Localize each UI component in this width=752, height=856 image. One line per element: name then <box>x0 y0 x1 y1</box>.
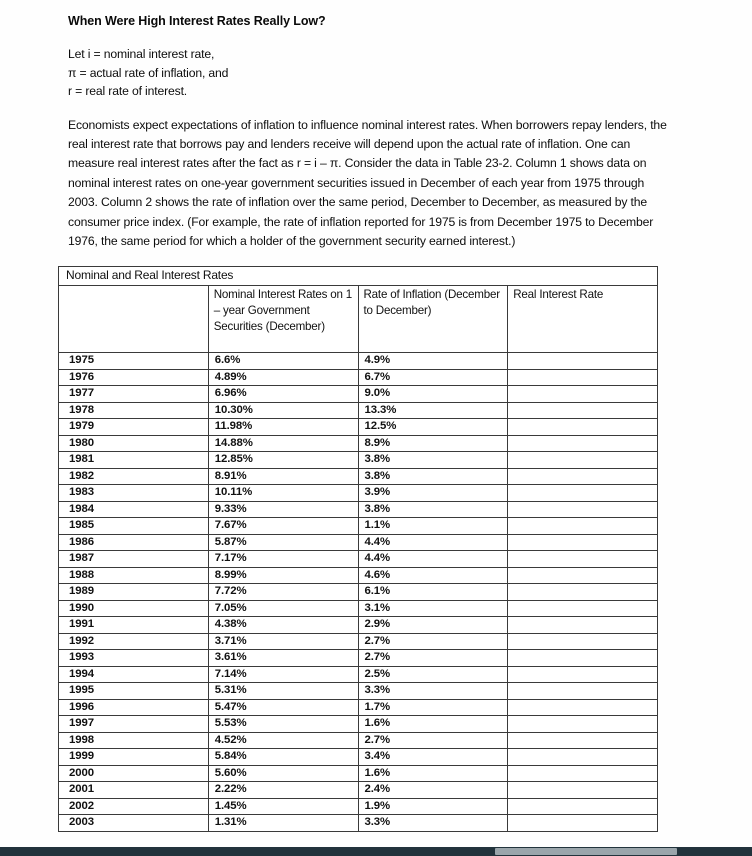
cell-nominal-rate: 5.84% <box>208 749 358 766</box>
table-row <box>59 765 658 782</box>
cell-inflation-rate: 3.3% <box>358 815 508 832</box>
table-row <box>59 633 658 650</box>
cell-year: 1998 <box>59 732 209 749</box>
cell-inflation-rate: 1.9% <box>358 798 508 815</box>
cell-year: 1997 <box>59 716 209 733</box>
cell-nominal-rate: 12.85% <box>208 452 358 469</box>
table-caption: Nominal and Real Interest Rates <box>59 267 658 286</box>
cell-nominal-rate: 4.52% <box>208 732 358 749</box>
table-row <box>59 567 658 584</box>
table-row <box>59 435 658 452</box>
table-row <box>59 369 658 386</box>
cell-inflation-rate: 3.8% <box>358 501 508 518</box>
table-row <box>59 402 658 419</box>
cell-real-rate <box>508 600 658 617</box>
cell-nominal-rate: 3.61% <box>208 650 358 667</box>
cell-nominal-rate: 3.71% <box>208 633 358 650</box>
cell-real-rate <box>508 633 658 650</box>
cell-inflation-rate: 2.9% <box>358 617 508 634</box>
cell-nominal-rate: 9.33% <box>208 501 358 518</box>
cell-real-rate <box>508 798 658 815</box>
table-row <box>59 485 658 502</box>
cell-year: 1985 <box>59 518 209 535</box>
table-body <box>59 267 658 832</box>
column-header-real-rate: Real Interest Rate <box>508 286 658 353</box>
cell-real-rate <box>508 419 658 436</box>
cell-year: 1986 <box>59 534 209 551</box>
table-row <box>59 716 658 733</box>
cell-inflation-rate: 6.7% <box>358 369 508 386</box>
cell-real-rate <box>508 567 658 584</box>
cell-nominal-rate: 14.88% <box>208 435 358 452</box>
cell-year: 1976 <box>59 369 209 386</box>
cell-nominal-rate: 1.31% <box>208 815 358 832</box>
cell-real-rate <box>508 353 658 370</box>
cell-inflation-rate: 1.6% <box>358 765 508 782</box>
cell-real-rate <box>508 666 658 683</box>
cell-nominal-rate: 1.45% <box>208 798 358 815</box>
definition-line-r: r = real rate of interest. <box>68 84 188 98</box>
cell-real-rate <box>508 716 658 733</box>
table-row <box>59 617 658 634</box>
cell-real-rate <box>508 815 658 832</box>
cell-nominal-rate: 10.11% <box>208 485 358 502</box>
cell-year: 1996 <box>59 699 209 716</box>
cell-inflation-rate: 1.7% <box>358 699 508 716</box>
column-header-inflation-rate: Rate of Inflation (December to December) <box>358 286 508 353</box>
cell-inflation-rate: 8.9% <box>358 435 508 452</box>
cell-real-rate <box>508 650 658 667</box>
definition-line-i: Let i = nominal interest rate, <box>68 47 215 61</box>
cell-inflation-rate: 1.6% <box>358 716 508 733</box>
cell-nominal-rate: 5.31% <box>208 683 358 700</box>
table-row <box>59 386 658 403</box>
cell-year: 2001 <box>59 782 209 799</box>
cell-inflation-rate: 4.6% <box>358 567 508 584</box>
cell-inflation-rate: 2.5% <box>358 666 508 683</box>
cell-nominal-rate: 10.30% <box>208 402 358 419</box>
cell-inflation-rate: 6.1% <box>358 584 508 601</box>
cell-inflation-rate: 3.1% <box>358 600 508 617</box>
body-paragraph: Economists expect expectations of inflation to influence nominal interest rates. When borrowers repay lenders, the real interest rate that borrows pay and lenders receive will depend upon the actual rate of inflation. One can measure real interest rates after the fact as r = i – π. Consider the data in Table 23-2. Column 1 shows data on nominal interest rates on one-year government securities issued in December of each year from 1975 through 2003. Column 2 shows the rate of inflation over the same period, December to December, as measured by the consumer price index. (For example, the rate of inflation reported for 1975 is from December 1975 to December 1976, the same period for which a holder of the government security earned interest.) <box>68 117 667 248</box>
cell-inflation-rate: 13.3% <box>358 402 508 419</box>
cell-nominal-rate: 5.87% <box>208 534 358 551</box>
cell-nominal-rate: 8.91% <box>208 468 358 485</box>
cell-inflation-rate: 12.5% <box>358 419 508 436</box>
cell-year: 1993 <box>59 650 209 667</box>
cell-nominal-rate: 5.53% <box>208 716 358 733</box>
cell-real-rate <box>508 402 658 419</box>
table-row <box>59 683 658 700</box>
cell-real-rate <box>508 468 658 485</box>
interest-rates-table <box>58 266 658 832</box>
table-row <box>59 501 658 518</box>
table-row <box>59 551 658 568</box>
table-row <box>59 452 658 469</box>
cell-nominal-rate: 2.22% <box>208 782 358 799</box>
cell-real-rate <box>508 782 658 799</box>
cell-year: 2000 <box>59 765 209 782</box>
table-row <box>59 666 658 683</box>
cell-year: 1979 <box>59 419 209 436</box>
table-row <box>59 468 658 485</box>
cell-inflation-rate: 4.4% <box>358 551 508 568</box>
cell-nominal-rate: 4.38% <box>208 617 358 634</box>
cell-year: 1989 <box>59 584 209 601</box>
cell-real-rate <box>508 749 658 766</box>
cell-real-rate <box>508 551 658 568</box>
cell-real-rate <box>508 386 658 403</box>
cell-year: 1982 <box>59 468 209 485</box>
table-row <box>59 534 658 551</box>
cell-year: 1999 <box>59 749 209 766</box>
cell-nominal-rate: 5.47% <box>208 699 358 716</box>
cell-real-rate <box>508 369 658 386</box>
cell-real-rate <box>508 452 658 469</box>
cell-real-rate <box>508 435 658 452</box>
cell-year: 1984 <box>59 501 209 518</box>
cell-real-rate <box>508 683 658 700</box>
cell-real-rate <box>508 765 658 782</box>
cell-year: 1983 <box>59 485 209 502</box>
cell-real-rate <box>508 699 658 716</box>
cell-year: 1991 <box>59 617 209 634</box>
page-title: When Were High Interest Rates Really Low? <box>68 14 326 28</box>
cell-year: 1987 <box>59 551 209 568</box>
cell-nominal-rate: 8.99% <box>208 567 358 584</box>
cell-inflation-rate: 2.7% <box>358 633 508 650</box>
cell-inflation-rate: 3.8% <box>358 452 508 469</box>
column-header-nominal-rate: Nominal Interest Rates on 1 – year Government Securities (December) <box>208 286 358 353</box>
cell-nominal-rate: 7.05% <box>208 600 358 617</box>
table-row <box>59 584 658 601</box>
cell-nominal-rate: 6.96% <box>208 386 358 403</box>
cell-nominal-rate: 7.17% <box>208 551 358 568</box>
table-row <box>59 419 658 436</box>
cell-year: 1988 <box>59 567 209 584</box>
cell-real-rate <box>508 485 658 502</box>
cell-year: 1992 <box>59 633 209 650</box>
cell-inflation-rate: 4.4% <box>358 534 508 551</box>
cell-real-rate <box>508 534 658 551</box>
cell-nominal-rate: 7.14% <box>208 666 358 683</box>
table-row <box>59 798 658 815</box>
cell-year: 1994 <box>59 666 209 683</box>
cell-real-rate <box>508 518 658 535</box>
table-row <box>59 699 658 716</box>
cell-inflation-rate: 3.8% <box>358 468 508 485</box>
cell-nominal-rate: 5.60% <box>208 765 358 782</box>
cell-nominal-rate: 7.72% <box>208 584 358 601</box>
cell-real-rate <box>508 617 658 634</box>
horizontal-scrollbar-thumb[interactable] <box>495 848 677 855</box>
table-row <box>59 732 658 749</box>
table-header-row <box>59 286 658 353</box>
cell-year: 1995 <box>59 683 209 700</box>
table-caption-row <box>59 267 658 286</box>
cell-inflation-rate: 3.3% <box>358 683 508 700</box>
table-row <box>59 600 658 617</box>
cell-inflation-rate: 3.4% <box>358 749 508 766</box>
definition-line-pi: π = actual rate of inflation, and <box>68 65 229 80</box>
table-row <box>59 749 658 766</box>
cell-inflation-rate: 2.4% <box>358 782 508 799</box>
cell-nominal-rate: 11.98% <box>208 419 358 436</box>
cell-real-rate <box>508 732 658 749</box>
cell-inflation-rate: 3.9% <box>358 485 508 502</box>
definitions-block <box>68 45 668 101</box>
table-row <box>59 782 658 799</box>
cell-inflation-rate: 1.1% <box>358 518 508 535</box>
table-row <box>59 650 658 667</box>
cell-year: 1990 <box>59 600 209 617</box>
cell-inflation-rate: 4.9% <box>358 353 508 370</box>
cell-inflation-rate: 2.7% <box>358 650 508 667</box>
column-header-year <box>59 286 209 353</box>
cell-year: 1981 <box>59 452 209 469</box>
cell-year: 2003 <box>59 815 209 832</box>
cell-year: 1977 <box>59 386 209 403</box>
table-row <box>59 353 658 370</box>
cell-inflation-rate: 9.0% <box>358 386 508 403</box>
cell-nominal-rate: 4.89% <box>208 369 358 386</box>
cell-nominal-rate: 6.6% <box>208 353 358 370</box>
interest-rates-table-wrapper <box>58 266 658 832</box>
document-body <box>68 14 668 251</box>
table-row <box>59 518 658 535</box>
cell-nominal-rate: 7.67% <box>208 518 358 535</box>
cell-year: 1975 <box>59 353 209 370</box>
cell-year: 1978 <box>59 402 209 419</box>
table-row <box>59 815 658 832</box>
cell-inflation-rate: 2.7% <box>358 732 508 749</box>
cell-year: 1980 <box>59 435 209 452</box>
cell-real-rate <box>508 584 658 601</box>
cell-year: 2002 <box>59 798 209 815</box>
cell-real-rate <box>508 501 658 518</box>
